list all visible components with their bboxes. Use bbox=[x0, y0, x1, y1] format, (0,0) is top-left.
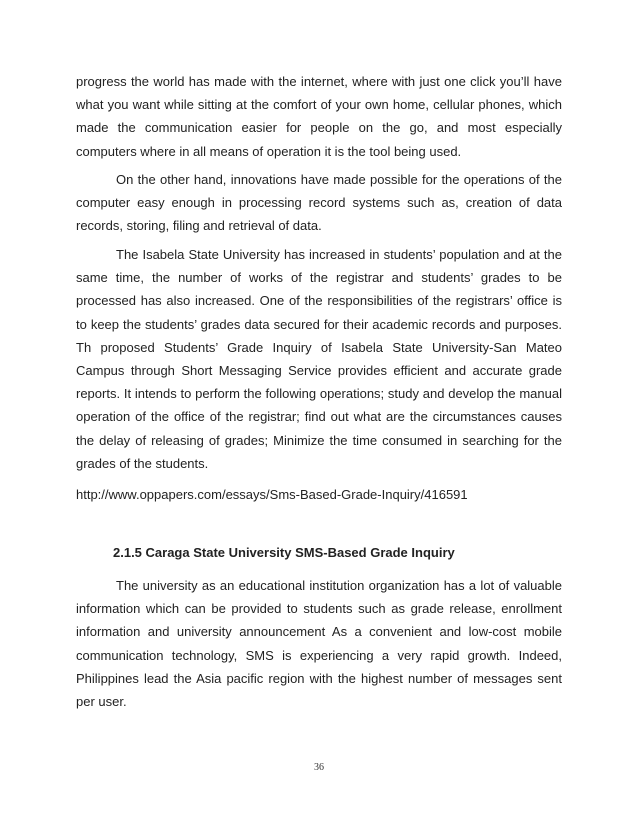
reference-url: http://www.oppapers.com/essays/Sms-Based-Grade-Inquiry/416591 bbox=[76, 487, 468, 502]
section-heading: 2.1.5 Caraga State University SMS-Based Grade Inquiry bbox=[113, 545, 455, 560]
paragraph-internet-progress: progress the world has made with the internet, where with just one click you’ll have what you want while sitting at the comfort of your own home, cellular phones, which made the communication easier for people on the go, and most especially computers where in all means of operation it is the tool being used. bbox=[76, 74, 562, 159]
paragraph-isabela-state-university: The Isabela State University has increased in students’ population and at the same time, the number of works of the registrar and students’ grades to be processed has also increased. One of the responsibilities of the registrars’ office is to keep the students’ grades data secured for their academic records and purposes. Th proposed Students’ Grade Inquiry of Isabela State University-San Mateo Campus through Short Messaging Service provides efficient and accurate grade reports. It intends to perform the following operations; study and develop the manual operation of the office of the registrar; find out what are the circumstances causes the delay of releasing of grades; Minimize the time consumed in searching for the grades of the students. bbox=[76, 247, 562, 471]
paragraph-caraga-state-university: The university as an educational institution organization has a lot of valuable information which can be provided to students such as grade release, enrollment information and university announcement As a convenient and low-cost mobile communication technology, SMS is experiencing a very rapid growth. Indeed, Philippines lead the Asia pacific region with the highest number of messages sent per user. bbox=[76, 578, 562, 710]
paragraph-innovations: On the other hand, innovations have made possible for the operations of the computer easy enough in processing record systems such as, creation of data records, storing, filing and retrieval of data. bbox=[76, 172, 562, 234]
page-number: 36 bbox=[314, 762, 324, 773]
